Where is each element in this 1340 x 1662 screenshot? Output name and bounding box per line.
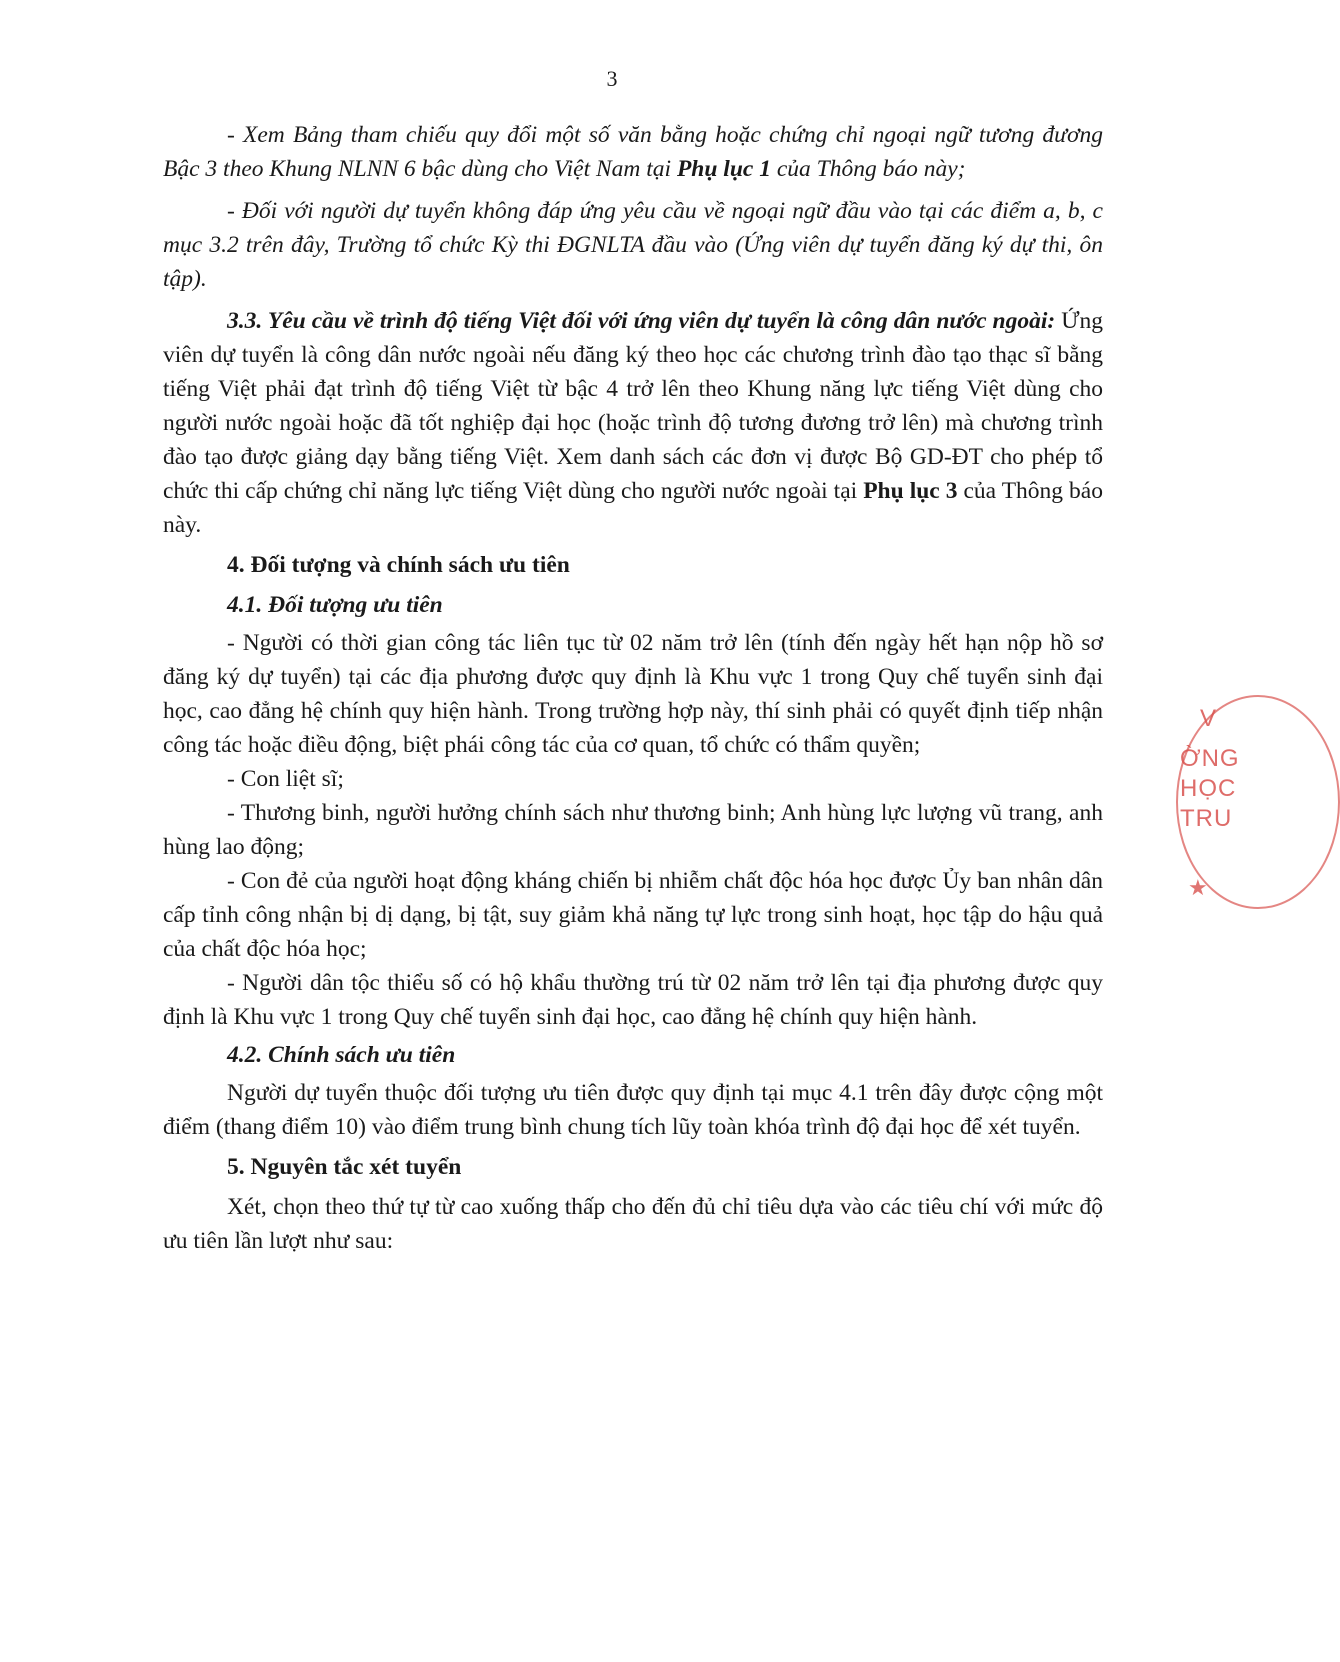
admission-principle: Xét, chọn theo thứ tự từ cao xuống thấp cho đến đủ chỉ tiêu dựa vào các tiêu chí với mức độ ưu tiên lần lượt như sau: [163,1194,1103,1254]
priority-item: - Thương binh, người hưởng chính sách như thương binh; Anh hùng lực lượng vũ trang, anh hùng lao động; [163,800,1103,860]
star-icon: ★ [1188,875,1208,900]
stamp-text: HỌC [1180,775,1237,802]
priority-item: - Con liệt sĩ; [227,766,344,792]
section-4-1-title: 4.1. Đối tượng ưu tiên [227,592,443,618]
section-3-3-heading: 3.3. Yêu cầu về trình độ tiếng Việt đối với ứng viên dự tuyển là công dân nước ngoài: [227,308,1056,334]
stamp-text: ỜNG [1180,745,1240,772]
paragraph-entrance-exam: - Đối với người dự tuyển không đáp ứng yêu cầu về ngoại ngữ đầu vào tại các điểm a, b, c mục 3.2 trên đây, Trường tổ chức Kỳ thi ĐGNLTA đầu vào (Ứng viên dự tuyển đăng ký dự thi, ôn tập). [163,198,1103,292]
page-number: 3 [606,66,618,91]
priority-item: - Con đẻ của người hoạt động kháng chiến bị nhiễm chất độc hóa học được Ủy ban nhân dân cấp tỉnh công nhận bị dị dạng, bị tật, suy giảm khả năng tự lực trong sinh hoạt, học tập do hậu quả của chất độc hóa học; [163,868,1103,962]
appendix-3-ref: Phụ lục 3 [863,478,958,504]
stamp-text: TRU [1180,805,1233,832]
priority-policy: Người dự tuyển thuộc đối tượng ưu tiên được quy định tại mục 4.1 trên đây được cộng một điểm (thang điểm 10) vào điểm trung bình chung tích lũy toàn khóa trình độ đại học để xét tuyển. [163,1080,1103,1140]
paragraph-vietnamese-requirement: 3.3. Yêu cầu về trình độ tiếng Việt đối với ứng viên dự tuyển là công dân nước ngoài: Ứng viên dự tuyển là công dân nước ngoài nếu đăng ký theo học các chương trình đào tạo thạc sĩ bằng tiếng Việt phải đạt trình độ tiếng Việt từ bậc 4 trở lên theo Khung năng lực tiếng Việt dùng cho người nước ngoài hoặc đã tốt nghiệp đại học (hoặc trình độ tương đương trở lên) mà chương trình đào tạo được giảng dạy bằng tiếng Việt. Xem danh sách các đơn vị được Bộ GD-ĐT cho phép tổ chức thi cấp chứng chỉ năng lực tiếng Việt dùng cho người nước ngoài tại Phụ lục 3 của Thông báo này. [163,308,1104,538]
official-stamp [1166,705,1240,905]
section-5-title: 5. Nguyên tắc xét tuyển [227,1154,462,1180]
stamp-text: V [1200,705,1218,732]
section-4-2-title: 4.2. Chính sách ưu tiên [227,1042,456,1068]
appendix-1-ref: Phụ lục 1 [676,156,771,182]
document-body [163,118,1103,1258]
section-4-title: 4. Đối tượng và chính sách ưu tiên [227,552,570,578]
priority-item: - Người dân tộc thiểu số có hộ khẩu thường trú từ 02 năm trở lên tại địa phương được quy định là Khu vực 1 trong Quy chế tuyển sinh đại học, cao đẳng hệ chính quy hiện hành. [163,970,1103,1030]
paragraph-reference-table: - Xem Bảng tham chiếu quy đổi một số văn bằng hoặc chứng chỉ ngoại ngữ tương đương Bậc 3 theo Khung NLNN 6 bậc dùng cho Việt Nam tại Phụ lục 1 của Thông báo này; [163,122,1103,182]
priority-item: - Người có thời gian công tác liên tục từ 02 năm trở lên (tính đến ngày hết hạn nộp hồ sơ đăng ký dự tuyển) tại các địa phương được quy định là Khu vực 1 trong Quy chế tuyển sinh đại học, cao đẳng hệ chính quy hiện hành. Trong trường hợp này, thí sinh phải có quyết định tiếp nhận công tác hoặc điều động, biệt phái công tác của cơ quan, tổ chức có thẩm quyền; [163,630,1103,758]
